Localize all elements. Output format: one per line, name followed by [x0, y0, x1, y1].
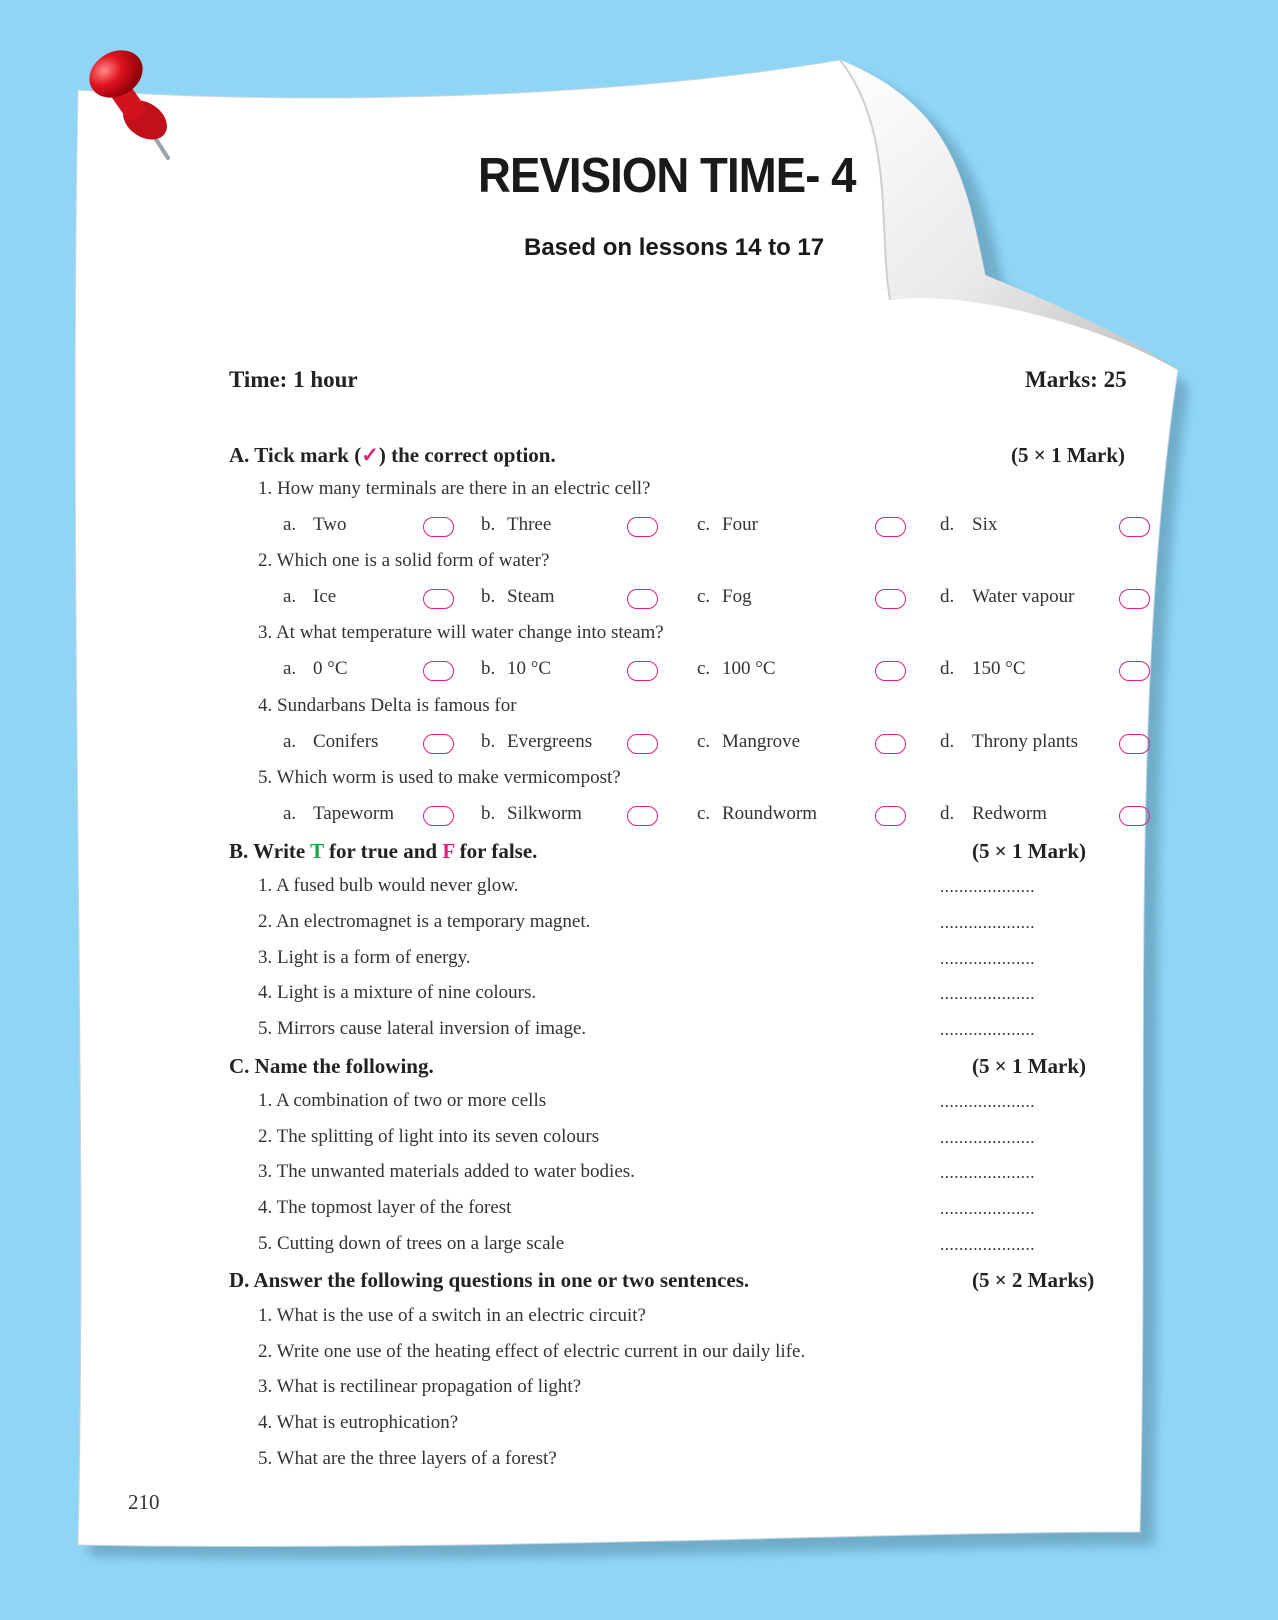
question-text: 2. Which one is a solid form of water? [258, 550, 550, 571]
option-text: 0 °C [313, 658, 348, 679]
option-text: Six [972, 514, 998, 535]
question-text: 3. At what temperature will water change into steam? [258, 622, 664, 643]
prompt-text: 4. The topmost layer of the forest [258, 1197, 512, 1218]
option-letter: d. [940, 514, 955, 535]
answer-checkbox[interactable] [627, 661, 658, 681]
answer-checkbox[interactable] [423, 517, 454, 537]
answer-checkbox[interactable] [627, 589, 658, 609]
option-letter: b. [481, 731, 496, 752]
answer-checkbox[interactable] [875, 806, 906, 826]
answer-blank[interactable]: .................... [940, 984, 1035, 1003]
option-letter: d. [940, 658, 955, 679]
answer-checkbox[interactable] [423, 589, 454, 609]
time-label: Time: 1 hour [229, 367, 358, 392]
option-letter: d. [940, 803, 955, 824]
question-text: 5. What are the three layers of a forest? [258, 1448, 557, 1469]
option-text: Two [313, 514, 347, 535]
answer-blank[interactable]: .................... [940, 1128, 1035, 1147]
page-title: REVISION TIME- 4 [478, 149, 856, 203]
option-text: 150 °C [972, 658, 1026, 679]
section-d-marks: (5 × 2 Marks) [972, 1268, 1095, 1292]
answer-checkbox[interactable] [875, 589, 906, 609]
question-text: 1. What is the use of a switch in an electric circuit? [258, 1305, 646, 1326]
answer-blank[interactable]: .................... [940, 1020, 1035, 1039]
answer-blank[interactable]: .................... [940, 1235, 1035, 1254]
section-c-marks: (5 × 1 Mark) [972, 1054, 1087, 1078]
answer-checkbox[interactable] [1119, 806, 1150, 826]
answer-checkbox[interactable] [423, 661, 454, 681]
statement-text: 5. Mirrors cause lateral inversion of image. [258, 1018, 587, 1039]
prompt-text: 1. A combination of two or more cells [258, 1090, 547, 1111]
option-letter: c. [697, 803, 711, 824]
option-letter: c. [697, 731, 711, 752]
section-a-marks: (5 × 1 Mark) [1011, 443, 1126, 467]
option-text: Steam [507, 586, 555, 607]
section-c-heading: C. Name the following. [229, 1054, 434, 1078]
option-text: Evergreens [507, 731, 593, 752]
option-text: Ice [313, 586, 337, 607]
prompt-text: 5. Cutting down of trees on a large scale [258, 1233, 565, 1254]
answer-checkbox[interactable] [1119, 517, 1150, 537]
option-letter: c. [697, 658, 711, 679]
answer-blank[interactable]: .................... [940, 1199, 1035, 1218]
option-letter: c. [697, 586, 711, 607]
question-text: 4. What is eutrophication? [258, 1412, 459, 1433]
option-text: Fog [722, 586, 752, 607]
answer-blank[interactable]: .................... [940, 949, 1035, 968]
check-mark-icon: ✓ [361, 443, 379, 467]
option-letter: d. [940, 731, 955, 752]
option-text: Redworm [972, 803, 1047, 824]
option-letter: b. [481, 514, 496, 535]
option-text: Water vapour [972, 586, 1075, 607]
option-letter: a. [283, 586, 297, 607]
section-b-marks: (5 × 1 Mark) [972, 839, 1087, 863]
question-text: 5. Which worm is used to make vermicompost? [258, 767, 621, 788]
statement-text: 3. Light is a form of energy. [258, 947, 471, 968]
question-text: 3. What is rectilinear propagation of light? [258, 1376, 582, 1397]
option-text: Four [722, 514, 758, 535]
option-letter: a. [283, 731, 297, 752]
answer-blank[interactable]: .................... [940, 1163, 1035, 1182]
option-text: Silkworm [507, 803, 582, 824]
answer-blank[interactable]: .................... [940, 913, 1035, 932]
option-letter: b. [481, 586, 496, 607]
option-letter: a. [283, 514, 297, 535]
section-b-heading: B. Write T for true and F for false. [229, 839, 538, 863]
option-text: Conifers [313, 731, 379, 752]
answer-blank[interactable]: .................... [940, 877, 1035, 896]
option-letter: b. [481, 658, 496, 679]
statement-text: 4. Light is a mixture of nine colours. [258, 982, 537, 1003]
option-text: Three [507, 514, 552, 535]
answer-checkbox[interactable] [627, 517, 658, 537]
option-text: 10 °C [507, 658, 552, 679]
question-text: 4. Sundarbans Delta is famous for [258, 695, 517, 716]
section-d-heading: D. Answer the following questions in one or two sentences. [229, 1268, 750, 1292]
answer-checkbox[interactable] [1119, 589, 1150, 609]
option-letter: c. [697, 514, 711, 535]
answer-checkbox[interactable] [1119, 661, 1150, 681]
question-text: 2. Write one use of the heating effect of electric current in our daily life. [258, 1341, 806, 1362]
prompt-text: 2. The splitting of light into its seven colours [258, 1126, 600, 1147]
option-text: Throny plants [972, 731, 1079, 752]
option-text: 100 °C [722, 658, 776, 679]
option-letter: a. [283, 658, 297, 679]
section-a-heading: A. Tick mark (✓) the correct option. [229, 443, 556, 467]
page-number: 210 [128, 1490, 160, 1514]
page-subtitle: Based on lessons 14 to 17 [524, 234, 825, 261]
statement-text: 1. A fused bulb would never glow. [258, 875, 519, 896]
statement-text: 2. An electromagnet is a temporary magnet. [258, 911, 591, 932]
option-text: Mangrove [722, 731, 801, 752]
option-text: Tapeworm [313, 803, 394, 824]
marks-label: Marks: 25 [1025, 367, 1127, 392]
answer-checkbox[interactable] [1119, 734, 1150, 754]
answer-checkbox[interactable] [423, 806, 454, 826]
answer-blank[interactable]: .................... [940, 1092, 1035, 1111]
option-letter: b. [481, 803, 496, 824]
prompt-text: 3. The unwanted materials added to water bodies. [258, 1161, 635, 1182]
option-letter: a. [283, 803, 297, 824]
answer-checkbox[interactable] [875, 661, 906, 681]
answer-checkbox[interactable] [627, 806, 658, 826]
option-text: Roundworm [722, 803, 817, 824]
question-text: 1. How many terminals are there in an electric cell? [258, 478, 651, 499]
answer-checkbox[interactable] [875, 734, 906, 754]
answer-checkbox[interactable] [875, 517, 906, 537]
answer-checkbox[interactable] [423, 734, 454, 754]
answer-checkbox[interactable] [627, 734, 658, 754]
option-letter: d. [940, 586, 955, 607]
